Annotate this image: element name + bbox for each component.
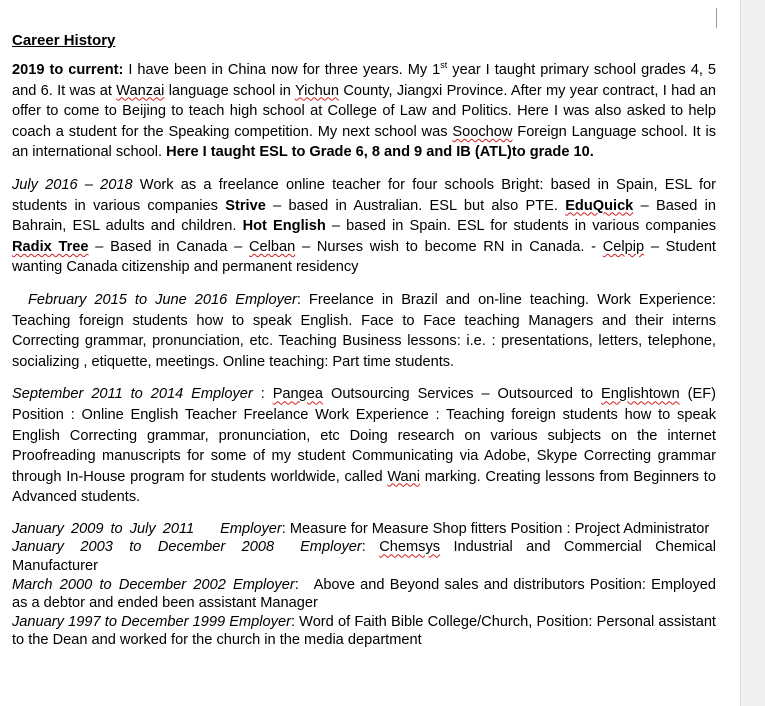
paragraph-2015[interactable]: February 2015 to June 2016 Employer: Freelance in Brazil and on-line teaching. Work Experience: Teaching foreign students how to speak English. Face to Face teaching Managers and their interns Correcting grammar, pronunciation, etc. Teaching Business lessons: i.e. : presentations, letters, telephone, socializing , etiquette, meetings. Online teaching: Part time students. xyxy=(12,291,716,370)
spell-flag: Wani xyxy=(387,468,421,485)
document-content[interactable] xyxy=(12,32,721,650)
spell-flag: Radix Tree xyxy=(12,238,89,255)
spell-flag: Pangea xyxy=(272,386,324,403)
job-entry-2000[interactable]: March 2000 to December 2002 Employer: Above and Beyond sales and distributors Position: Employed as a debtor and ended been assistant Manager xyxy=(12,576,721,612)
paragraph-2019[interactable]: 2019 to current: I have been in China now for three years. My 1st year I taught primary school grades 4, 5 and 6. It was at Wanzai language school in Yichun County, Jiangxi Province. After my year contract, I had an offer to come to Beijing to teach high school at College of Law and Politics. Here I was also asked to help coach a student for the Speaking competition. My next school was Soochow Foreign Language school. It is an international school. Here I taught ESL to Grade 6, 8 and 9 and IB (ATL)to grade 10. xyxy=(12,60,716,161)
job-entry-2003[interactable]: January 2003 to December 2008 Employer: Chemsys Industrial and Commercial Chemical Manufacturer xyxy=(12,539,717,575)
date-2011: September 2011 to 2014 Employer xyxy=(12,386,253,403)
spell-flag: Chemsys xyxy=(379,539,441,556)
spell-flag: Yichun xyxy=(294,82,340,99)
earlier-jobs-list[interactable] xyxy=(12,520,721,650)
spell-flag: Celban xyxy=(249,238,296,255)
paragraph-2011[interactable]: September 2011 to 2014 Employer : Pangea Outsourcing Services – Outsourced to Englishtown (EF) Position : Online English Teacher Freelance Work Experience : Teaching foreign students how to speak English Correcting grammar, pronunciation, etc Doing research on various subjects on the internet Proofreading manuscripts for some of my student Communicating via Adobe, Skype Correcting grammar through In-House program for students worldwide, called Wani marking. Creating lessons from Beginners to Advanced students. xyxy=(12,386,717,506)
paragraph-2016[interactable]: July 2016 – 2018 Work as a freelance online teacher for four schools Bright: based in Spain, ESL for students in various companies Strive – based in Australian. ESL but also PTE. EduQuick – Based in Bahrain, ESL adults and children. Hot English – based in Spain. ESL for students in various companies Radix Tree – Based in Canada – Celban – Nurses wish to become RN in Canada. - Celpip – Student wanting Canada citizenship and permanent residency xyxy=(12,176,717,276)
date-2015: February 2015 to June 2016 Employer xyxy=(12,291,297,308)
date-2019: 2019 to current: xyxy=(12,62,124,78)
job-entry-2009[interactable]: January 2009 to July 2011 Employer: Measure for Measure Shop fitters Position : Project Administrator xyxy=(12,520,710,537)
spell-flag: Wanzai xyxy=(116,82,165,99)
spell-flag: Englishtown xyxy=(601,386,680,403)
section-heading: Career History xyxy=(12,32,116,49)
spell-flag: Soochow xyxy=(452,123,513,140)
page-corner-mark xyxy=(716,8,717,28)
spell-flag: Celpip xyxy=(602,238,645,255)
job-entry-1997[interactable]: January 1997 to December 1999 Employer: Word of Faith Bible College/Church, Position: Personal assistant to the Dean and worked for the church in the media department xyxy=(12,613,716,649)
spell-flag: EduQuick xyxy=(565,197,634,214)
date-2016: July 2016 – 2018 xyxy=(12,176,133,193)
window-scroll-gutter[interactable] xyxy=(740,0,765,706)
